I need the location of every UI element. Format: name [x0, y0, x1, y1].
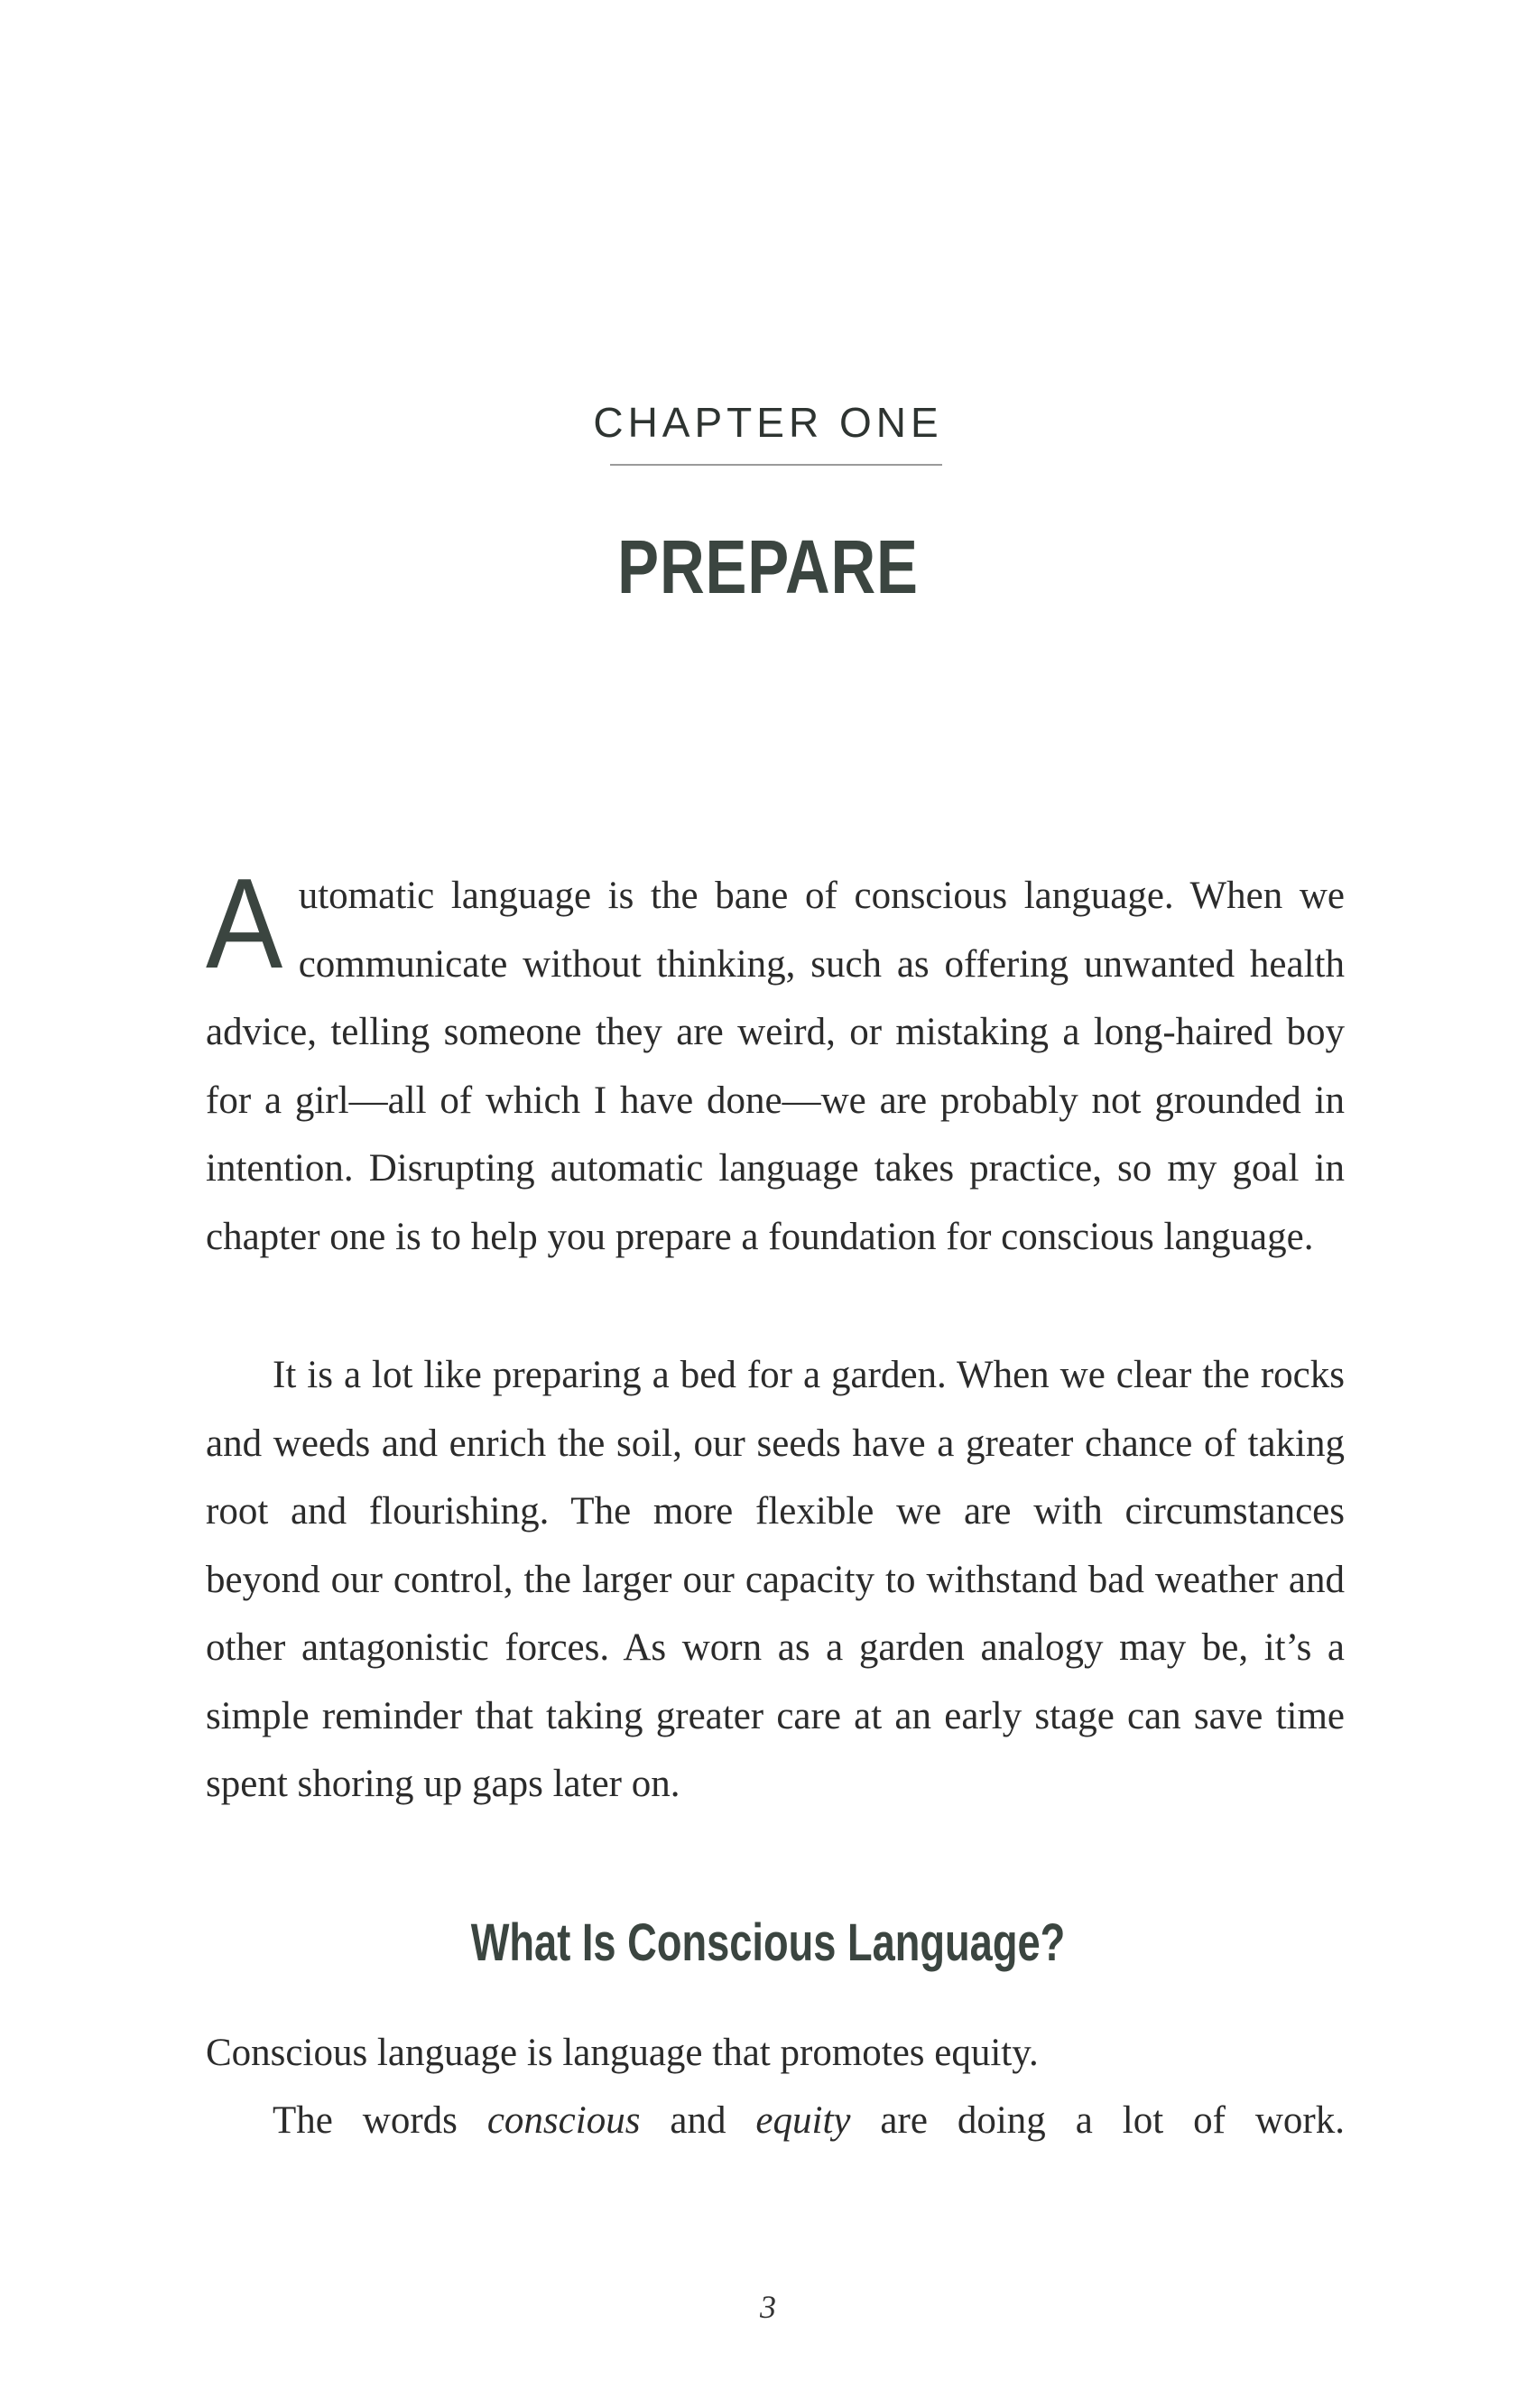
chapter-divider — [610, 464, 942, 466]
paragraph-4-part3: are doing a lot of work. — [850, 2099, 1345, 2142]
emphasis-conscious: conscious — [486, 2099, 641, 2142]
paragraph-2 — [206, 1341, 1345, 1819]
section-heading: What Is Conscious Language? — [470, 1913, 1066, 1972]
page-number: 3 — [760, 2289, 776, 2325]
paragraph-1 — [206, 852, 1345, 1271]
chapter-title: PREPARE — [617, 524, 919, 609]
paragraph-4 — [206, 2087, 1345, 2155]
drop-cap: A — [206, 852, 283, 996]
emphasis-equity: equity — [755, 2099, 851, 2142]
paragraph-3 — [206, 2019, 1345, 2088]
chapter-label: CHAPTER ONE — [593, 399, 943, 446]
paragraph-4-part1: The words — [273, 2099, 487, 2142]
paragraph-3-text: Conscious language is language that promotes equity. — [206, 2032, 1039, 2074]
paragraph-2-text: It is a lot like preparing a bed for a garden. When we clear the rocks and weeds and enrich the soil, our seeds have a greater chance of taking root and flourishing. The more flexible we are with circumstances beyond our control, the larger our capacity to withstand bad weather and other antagonistic forces. As worn as a garden analogy may be, it’s a simple reminder that taking greater care at an early stage can save time spent shoring up gaps later on. — [206, 1354, 1345, 1805]
paragraph-1-text: utomatic language is the bane of conscious language. When we communicate without thinking, such as offering unwanted health advice, telling someone they are weird, or mistaking a long-haired boy for a girl—all of which I have done—we are probably not grounded in intention. Disrupting automatic language takes practice, so my goal in chapter one is to help you prepare a foundation for conscious language. — [206, 875, 1345, 1258]
paragraph-4-part2: and — [640, 2099, 756, 2142]
